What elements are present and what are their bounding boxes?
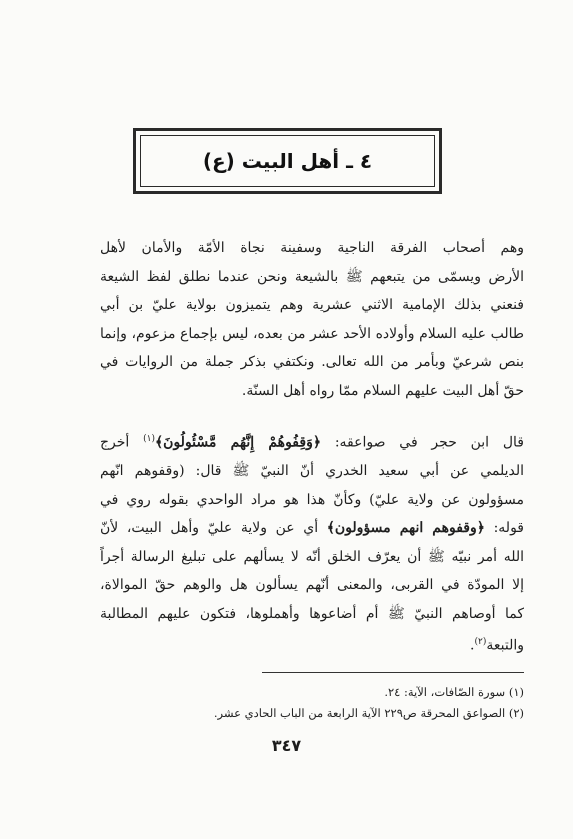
- paragraph-1-line: فنعني بذلك الإمامية الاثني عشرية وهم يتميزون بولاية عليّ بن أبي: [100, 297, 524, 313]
- paragraph-1-line: وهم أصحاب الفرقة الناجية وسفينة نجاة الأمّة والأمان لأهل: [100, 240, 524, 256]
- page-number: ٣٤٧: [271, 736, 302, 755]
- footnote-1: (١) سورة الصّافات، الآية: ٢٤.: [384, 685, 524, 699]
- paragraph-2-text: .: [470, 637, 475, 654]
- paragraph-2-text: أخرج: [100, 434, 144, 451]
- paragraph-1-line: الأرض ويسمّى من يتبعهم ﷺ بالشيعة ونحن عندما نطلق لفظ الشيعة: [100, 268, 524, 285]
- paragraph-2-line: [100, 514, 524, 543]
- footnote-divider: [262, 672, 524, 673]
- paragraph-2-line: [100, 628, 524, 660]
- title-frame: [133, 128, 442, 194]
- paragraph-2-text: والتبعة: [486, 637, 524, 654]
- paragraph-2-text: قوله:: [484, 520, 524, 537]
- footnote-ref-1: (١): [143, 434, 155, 444]
- quran-quote: ﴿وقفوهم انهم مسؤولون﴾: [326, 520, 485, 537]
- paragraph-1-line: حقّ أهل البيت عليهم السلام ممّا رواه أهل السنّة.: [241, 382, 524, 399]
- paragraph-2: [100, 425, 524, 660]
- footnote-ref-2: (٢): [474, 637, 487, 648]
- paragraph-1-line: بنص شرعيّ وبأمر من الله تعالى. ونكتفي بذكر جملة من الروايات في: [100, 354, 524, 370]
- paragraph-2-text: أي عن ولاية عليّ وأهل البيت، لأنّ: [100, 520, 327, 537]
- paragraph-2-line: إلا المودّة في القربى، والمعنى أنّهم يسألون هل والوهم حقّ الموالاة،: [100, 577, 524, 594]
- paragraph-1-line: طالب عليه السلام وأولاده الأحد عشر من بعده، ليس بإجماع مزعوم، وإنما: [100, 325, 524, 342]
- quran-quote: ﴿وَقِفُوهُمْ إِنَّهُم مَّسْئُولُونَ﴾: [154, 434, 322, 451]
- footnote-2: (٢) الصواعق المحرقة ص٢٢٩ الآية الرابعة من الباب الحادي عشر.: [213, 706, 524, 720]
- paragraph-2-line: مسؤولون عن ولاية عليّ) وكأنّ هذا هو مراد الواحدي بقوله روي في: [100, 491, 524, 508]
- section-title: ٤ ـ أهل البيت (ع): [202, 149, 373, 173]
- paragraph-2-text: قال ابن حجر في صواعقه:: [321, 434, 524, 451]
- paragraph-2-line: الله أمر نبيّه ﷺ أن يعرّف الخلق أنّه لا يسألهم على تبليغ الرسالة أجراً: [100, 548, 524, 565]
- paragraph-2-line: الديلمي عن أبي سعيد الخدري أنّ النبيّ ﷺ قال: (وقفوهم انّهم: [100, 463, 524, 480]
- title-frame-inner: [140, 135, 435, 187]
- paragraph-2-line: [100, 425, 524, 457]
- paragraph-2-line: كما أوصاهم النبيّ ﷺ أم أضاعوها وأهملوها، فتكون عليهم المطالبة: [100, 605, 524, 622]
- paragraph-1: [100, 234, 524, 405]
